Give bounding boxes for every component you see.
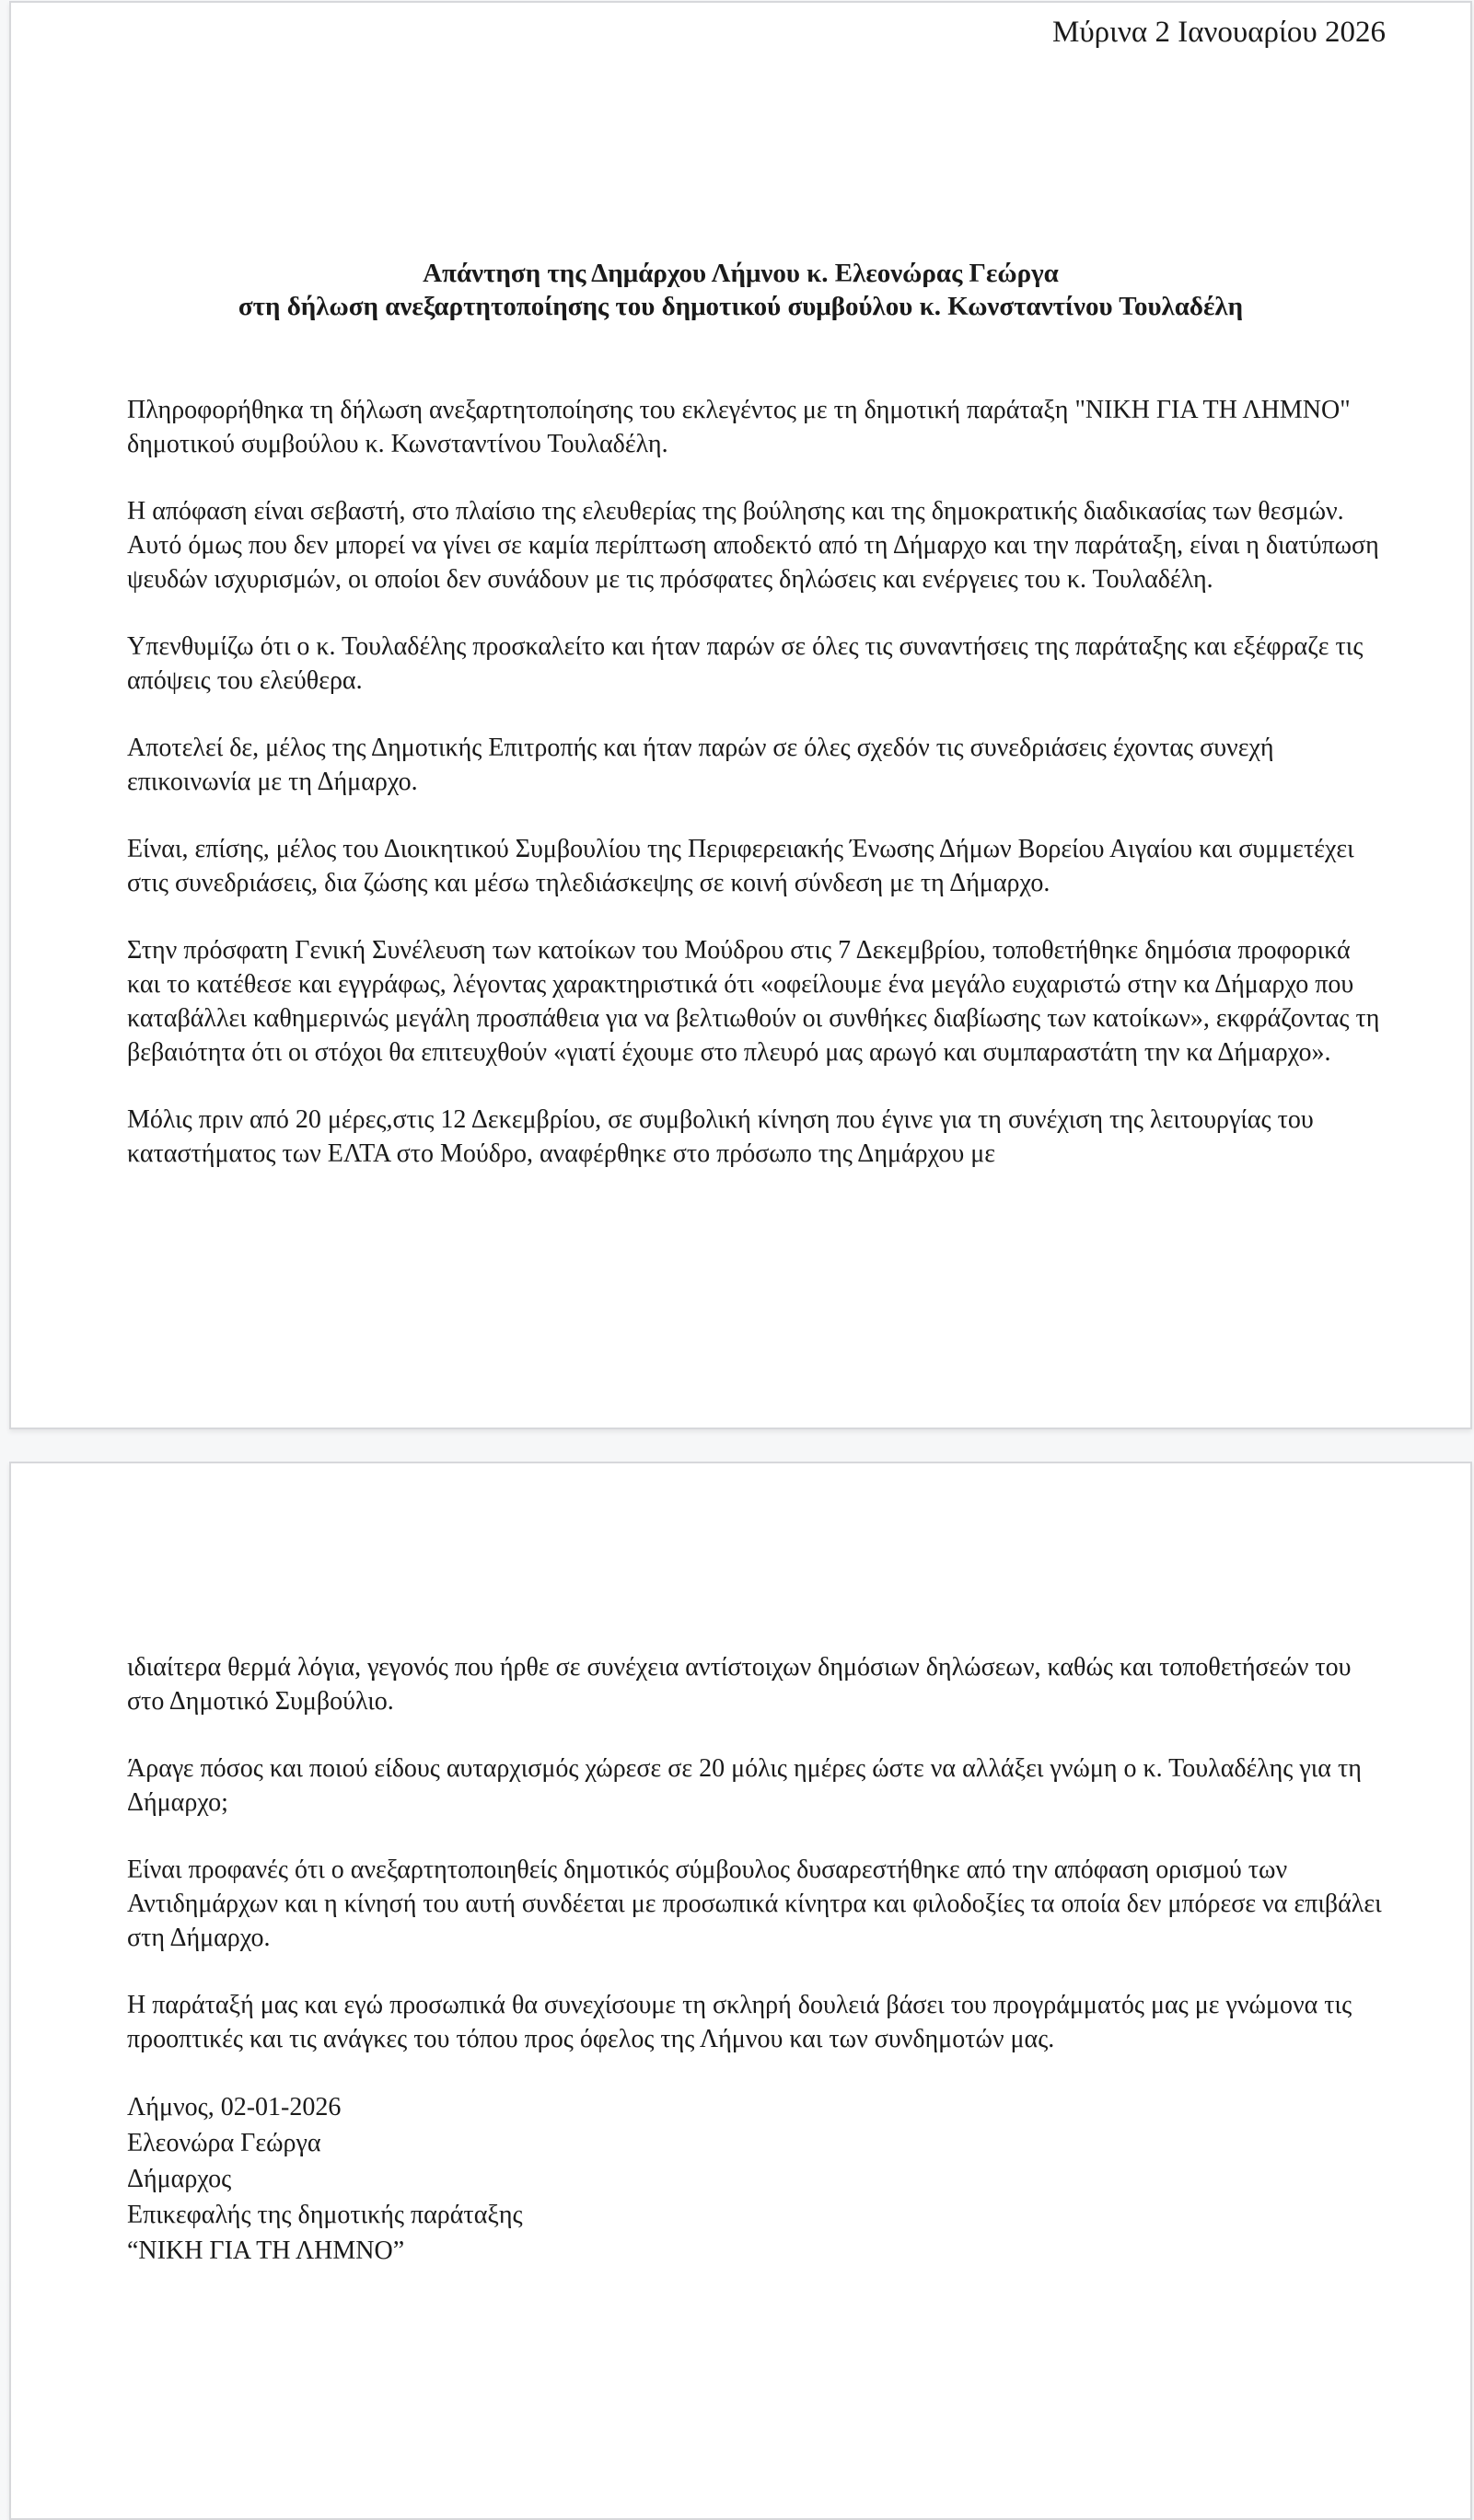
document-title bbox=[11, 257, 1470, 323]
paragraph: Υπενθυμίζω ότι ο κ. Τουλαδέλης προσκαλείτο και ήταν παρών σε όλες τις συναντήσεις της παράταξης και εξέφραζε τις απόψεις του ελεύθερα. bbox=[127, 632, 1364, 695]
paragraph: Η παράταξή μας και εγώ προσωπικά θα συνεχίσουμε τη σκληρή δουλειά βάσει του προγράμματός μας με γνώμονα τις προοπτικές και τις ανάγκες του τόπου προς όφελος της Λήμνου και των συνδημοτών μας. bbox=[127, 1991, 1352, 2053]
date-line: Μύρινα 2 Ιανουαρίου 2026 bbox=[1051, 16, 1386, 49]
paragraph: Η απόφαση είναι σεβαστή, στο πλαίσιο της ελευθερίας της βούλησης και της δημοκρατικής διαδικασίας των θεσμών. Αυτό όμως που δεν μπορεί να γίνει σε καμία περίπτωση αποδεκτό από τη Δήμαρχο και την παράταξη, είναι η διατύπωση ψευδών ισχυρισμών, οι οποίοι δεν συνάδουν με τις πρόσφατες δηλώσεις και ενέργειες του κ. Τουλαδέλη. bbox=[127, 497, 1379, 594]
paragraph: Μόλις πριν από 20 μέρες,στις 12 Δεκεμβρίου, σε συμβολική κίνηση που έγινε για τη συνέχιση της λειτουργίας του καταστήματος των ΕΛΤΑ στο Μούδρο, αναφέρθηκε στο πρόσωπο της Δημάρχου με bbox=[127, 1105, 1314, 1168]
signature-name: Ελεονώρα Γεώργα bbox=[127, 2129, 321, 2157]
paragraph: Στην πρόσφατη Γενική Συνέλευση των κατοίκων του Μούδρου στις 7 Δεκεμβρίου, τοποθετήθηκε δημόσια προφορικά και το κατέθεσε και εγγράφως, λέγοντας χαρακτηριστικά ότι «οφείλουμε ένα μεγάλο ευχαριστώ στην κα Δήμαρχο που καταβάλλει καθημερινώς μεγάλη προσπάθεια για να βελτιωθούν οι συνθήκες διαβίωσης των κατοίκων», εκφράζοντας τη βεβαιότητα ότι οι στόχοι θα επιτευχθούν «γιατί έχουμε στο πλευρό μας αρωγό και συμπαραστάτη την κα Δήμαρχο». bbox=[127, 936, 1380, 1067]
paragraph: Είναι, επίσης, μέλος του Διοικητικού Συμβουλίου της Περιφερειακής Ένωσης Δήμων Βορείου Αιγαίου και συμμετέχει στις συνεδριάσεις, δια ζώσης και μέσω τηλεδιάσκεψης σε κοινή σύνδεση με τη Δήμαρχο. bbox=[127, 835, 1354, 897]
page-2-body bbox=[11, 1463, 1470, 2269]
signature-party: “ΝΙΚΗ ΓΙΑ ΤΗ ΛΗΜΝΟ” bbox=[127, 2237, 405, 2265]
page-1-body bbox=[11, 393, 1470, 1171]
title-line-1: Απάντηση της Δημάρχου Λήμνου κ. Ελεονώρας Γεώργα bbox=[423, 259, 1059, 288]
page-2 bbox=[9, 1462, 1472, 2520]
paragraph: Είναι προφανές ότι ο ανεξαρτητοποιηθείς δημοτικός σύμβουλος δυσαρεστήθηκε από την απόφαση ορισμού των Αντιδημάρχων και η κίνησή του αυτή συνδέεται με προσωπικά κίνητρα και φιλοδοξίες τα οποία δεν μπόρεσε να επιβάλει στη Δήμαρχο. bbox=[127, 1855, 1382, 1952]
page-1 bbox=[9, 1, 1472, 1429]
paragraph: ιδιαίτερα θερμά λόγια, γεγονός που ήρθε σε συνέχεια αντίστοιχων δημόσιων δηλώσεων, καθώς και τοποθετήσεών του στο Δημοτικό Συμβούλιο. bbox=[127, 1653, 1352, 1716]
paragraph: Αποτελεί δε, μέλος της Δημοτικής Επιτροπής και ήταν παρών σε όλες σχεδόν τις συνεδριάσεις έχοντας συνεχή επικοινωνία με τη Δήμαρχο. bbox=[127, 734, 1274, 796]
signature-place-date: Λήμνος, 02-01-2026 bbox=[127, 2093, 342, 2121]
title-line-2: στη δήλωση ανεξαρτητοποίησης του δημοτικού συμβούλου κ. Κωνσταντίνου Τουλαδέλη bbox=[238, 292, 1244, 321]
signature-block bbox=[127, 2089, 1383, 2269]
signature-role: Δήμαρχος bbox=[127, 2165, 232, 2193]
signature-role-2: Επικεφαλής της δημοτικής παράταξης bbox=[127, 2201, 523, 2229]
paragraph: Άραγε πόσος και ποιού είδους αυταρχισμός χώρεσε σε 20 μόλις ημέρες ώστε να αλλάξει γνώμη ο κ. Τουλαδέλης για τη Δήμαρχο; bbox=[127, 1754, 1362, 1817]
paragraph: Πληροφορήθηκα τη δήλωση ανεξαρτητοποίησης του εκλεγέντος με τη δημοτική παράταξη "ΝΙΚΗ ΓΙΑ ΤΗ ΛΗΜΝΟ" δημοτικού συμβούλου κ. Κωνσταντίνου Τουλαδέλη. bbox=[127, 396, 1351, 458]
